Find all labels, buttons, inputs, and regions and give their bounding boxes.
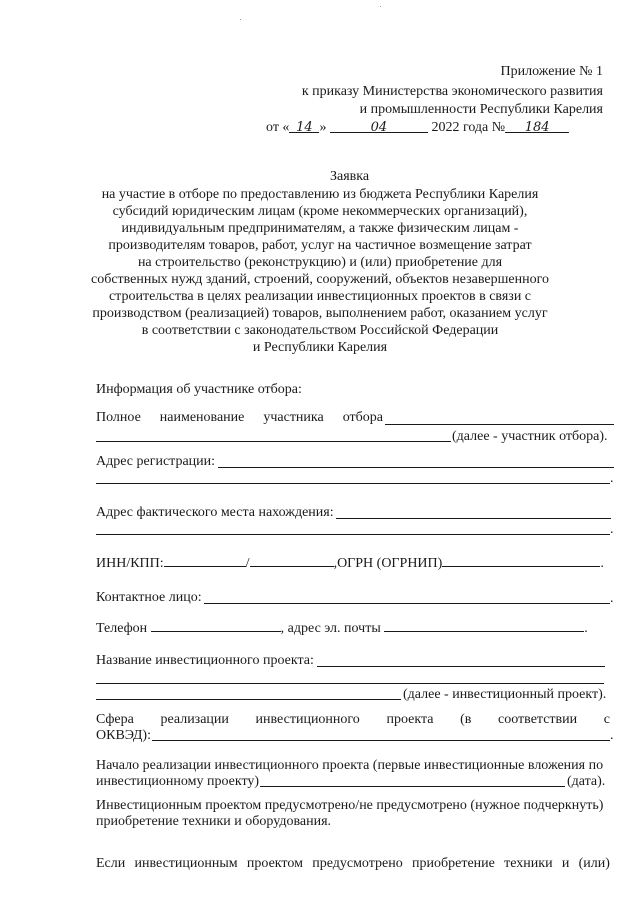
actual-address-field-continued[interactable] xyxy=(96,534,610,535)
contact-end: . xyxy=(610,591,614,606)
title-line: на участие в отборе по предоставлению из бюджета Республики Карелия xyxy=(101,187,539,202)
full-name-word: Полное xyxy=(96,410,141,425)
ogrn-label: ,ОГРН (ОГРНИП) xyxy=(333,556,443,571)
start-line-1: Начало реализации инвестиционного проекта (первые инвестиционные вложения по xyxy=(96,758,604,773)
scan-speck xyxy=(380,6,381,7)
inn-kpp-label: ИНН/КПП: xyxy=(96,556,164,571)
full-name-word: отбора xyxy=(342,410,383,425)
contact-label: Контактное лицо: xyxy=(96,590,202,605)
info-heading: Информация об участнике отбора: xyxy=(96,382,302,397)
email-end: . xyxy=(584,621,588,636)
sphere-word: проекта xyxy=(386,712,434,727)
last-word: Если xyxy=(96,856,126,871)
reg-address-field-continued[interactable] xyxy=(96,483,610,484)
start-date-field[interactable] xyxy=(260,786,565,787)
title-line: и Республики Карелия xyxy=(252,340,388,355)
project-name-field-continued-2[interactable] xyxy=(96,699,401,700)
ogrn-end: . xyxy=(600,556,604,571)
actual-address-end: . xyxy=(610,522,614,537)
kpp-field[interactable] xyxy=(250,553,334,567)
title-line: производителям товаров, работ, услуг на частичное возмещение затрат xyxy=(108,238,532,253)
document-title: Заявка xyxy=(330,169,370,184)
sphere-word: (в xyxy=(460,712,472,727)
title-line: на строительство (реконструкцию) и (или) приобретение для xyxy=(137,255,503,270)
title-text xyxy=(80,186,560,356)
order-line-1: к приказу Министерства экономического развития xyxy=(301,84,603,99)
last-word: приобретение xyxy=(412,856,495,871)
actual-address-label: Адрес фактического места нахождения: xyxy=(96,505,334,520)
project-name-field-continued[interactable] xyxy=(96,683,604,684)
sphere-word: соответствии xyxy=(498,712,578,727)
full-name-word: наименование xyxy=(159,410,245,425)
phone-label: Телефон xyxy=(96,621,148,636)
order-line-2: и промышленности Республики Карелия xyxy=(359,102,603,117)
full-name-word: участника xyxy=(263,410,324,425)
title-line: собственных нужд зданий, строений, сооружений, объектов незавершенного xyxy=(90,272,549,287)
email-label: , адрес эл. почты xyxy=(280,621,381,636)
full-name-field[interactable] xyxy=(385,424,614,425)
inn-kpp-line xyxy=(96,553,604,572)
date-day-field[interactable]: 14 xyxy=(289,119,319,133)
start-date-suffix: (дата). xyxy=(567,774,606,789)
date-from: от « xyxy=(266,120,290,135)
equipment-line-2: приобретение техники и оборудования. xyxy=(96,814,332,829)
equipment-line-1: Инвестиционным проектом предусмотрено/не предусмотрено (нужное подчеркнуть) xyxy=(96,798,604,813)
okved-label: ОКВЭД): xyxy=(96,728,151,743)
last-word: и xyxy=(561,856,570,871)
project-name-field[interactable] xyxy=(317,666,605,667)
full-name-suffix: (далее - участник отбора). xyxy=(452,429,608,444)
contact-field[interactable] xyxy=(204,603,610,604)
appendix-label: Приложение № 1 xyxy=(500,64,603,79)
last-word: инвестиционным xyxy=(134,856,238,871)
email-field[interactable] xyxy=(384,618,584,632)
start-line-2: инвестиционному проекту) xyxy=(96,774,260,789)
actual-address-field[interactable] xyxy=(336,518,611,519)
date-quote-close: » xyxy=(319,120,327,135)
date-month-field[interactable]: 04 xyxy=(330,119,428,133)
reg-address-end: . xyxy=(610,471,614,486)
last-word: техники xyxy=(504,856,553,871)
project-name-label: Название инвестиционного проекта: xyxy=(96,653,314,668)
title-line: индивидуальным предпринимателям, а также физическим лицам - xyxy=(121,221,519,236)
last-word: предусмотрено xyxy=(312,856,403,871)
last-word: проектом xyxy=(246,856,303,871)
full-name-field-continued[interactable] xyxy=(96,441,451,442)
sphere-label xyxy=(96,711,610,728)
order-date-line xyxy=(266,119,569,136)
full-name-label xyxy=(96,409,383,426)
phone-line xyxy=(96,618,588,637)
sphere-word: инвестиционного xyxy=(255,712,360,727)
sphere-word: с xyxy=(603,712,610,727)
sphere-word: Сфера xyxy=(96,712,134,727)
okved-end: . xyxy=(610,728,614,743)
scan-speck xyxy=(240,19,241,20)
title-line: в соответствии с законодательством Российской Федерации xyxy=(141,323,499,338)
last-paragraph-line xyxy=(96,855,610,872)
reg-address-field[interactable] xyxy=(218,467,614,468)
project-suffix: (далее - инвестиционный проект). xyxy=(403,687,607,702)
ogrn-field[interactable] xyxy=(442,553,600,567)
title-line: субсидий юридическим лицам (кроме некоммерческих организаций), xyxy=(112,204,528,219)
okved-field[interactable] xyxy=(152,740,610,741)
sphere-word: реализации xyxy=(160,712,229,727)
last-word: (или) xyxy=(578,856,610,871)
inn-kpp-slash: / xyxy=(245,556,250,571)
phone-field[interactable] xyxy=(151,618,281,632)
title-line: строительства в целях реализации инвестиционных проектов в связи с xyxy=(108,289,532,304)
order-number-field[interactable]: 184 xyxy=(505,119,569,133)
date-year: 2022 года № xyxy=(431,120,506,135)
inn-field[interactable] xyxy=(164,553,246,567)
title-line: производством (реализацией) товаров, выполнением работ, оказанием услуг xyxy=(92,306,548,321)
reg-address-label: Адрес регистрации: xyxy=(96,454,216,469)
